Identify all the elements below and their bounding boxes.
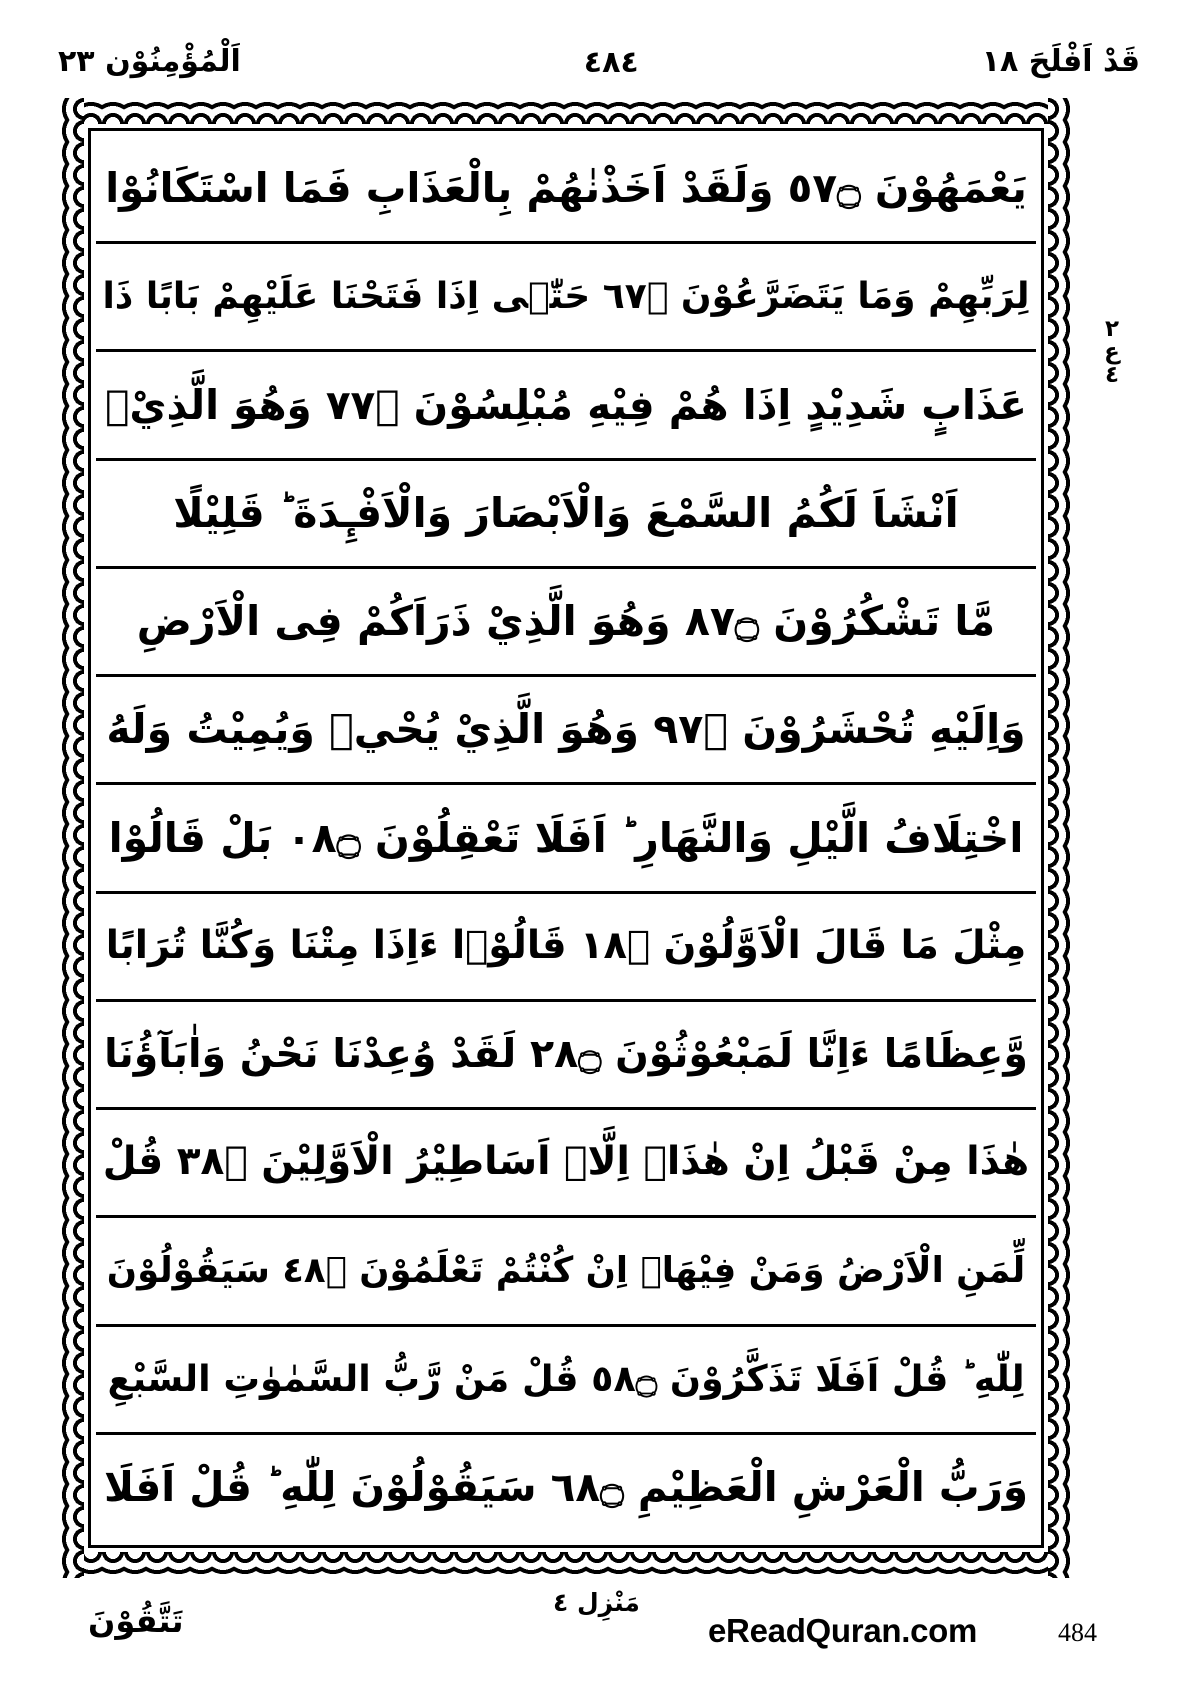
- ornamental-page-frame: [58, 98, 1074, 1578]
- ayah-line[interactable]: [96, 461, 1036, 569]
- ayah-line-text: يَعْمَهُوْنَ ۝٧٥ وَلَقَدْ اَخَذْنٰهُمْ بِالْعَذَابِ فَمَا اسْتَكَانُوْا: [105, 164, 1027, 213]
- ayah-line-text: وَاِلَيْهِ تُحْشَرُوْنَ ۝٧٩ وَهُوَ الَّذِيْ يُحْيٖ وَيُمِيْتُ وَلَهُ: [106, 705, 1026, 754]
- ayah-line[interactable]: [96, 894, 1036, 1002]
- ayah-line[interactable]: [96, 785, 1036, 893]
- ayah-line[interactable]: [96, 244, 1036, 352]
- ayah-line[interactable]: [96, 569, 1036, 677]
- ayah-line-text: لِّمَنِ الْاَرْضُ وَمَنْ فِيْهَاۤ اِنْ كُنْتُمْ تَعْلَمُوْنَ ۝٨٤ سَيَقُوْلُوْنَ: [106, 1250, 1026, 1292]
- ayah-line-text: مِثْلَ مَا قَالَ الْاَوَّلُوْنَ ۝٨١ قَالُوْۤا ءَاِذَا مِتْنَا وَكُنَّا تُرَابًا: [105, 923, 1027, 969]
- ayah-line[interactable]: [96, 136, 1036, 244]
- footer-catchword: تَتَّقُوْنَ: [88, 1602, 184, 1640]
- ayah-line-text: اَنْشَاَ لَكُمُ السَّمْعَ وَالْاَبْصَارَ وَالْاَفْـِٕدَةَ ؕ قَلِيْلًا: [173, 488, 959, 537]
- ruku-marker-mid: ع: [1104, 339, 1120, 365]
- ayah-line[interactable]: [96, 1218, 1036, 1326]
- ayah-line[interactable]: [96, 1110, 1036, 1218]
- frame-border-right: [1048, 98, 1074, 1578]
- footer-page-number: 484: [1058, 1618, 1097, 1647]
- ruku-marker-bottom: ٤: [1104, 362, 1120, 388]
- page-header: [40, 34, 1150, 90]
- ayah-line-text: مَّا تَشْكُرُوْنَ ۝٧٨ وَهُوَ الَّذِيْ ذَرَاَكُمْ فِى الْاَرْضِ: [136, 597, 996, 646]
- ayah-line-text: وَرَبُّ الْعَرْشِ الْعَظِيْمِ ۝٨٦ سَيَقُوْلُوْنَ لِلّٰهِ ؕ قُلْ اَفَلَا: [103, 1463, 1029, 1512]
- surah-name: اَلْمُؤْمِنُوْن ٢٣: [58, 44, 241, 79]
- text-frame: [88, 128, 1044, 1548]
- frame-border-top: [58, 98, 1074, 124]
- ayah-line[interactable]: [96, 1435, 1036, 1540]
- ayah-line-text: اخْتِلَافُ الَّيْلِ وَالنَّهَارِ ؕ اَفَلَا تَعْقِلُوْنَ ۝٨٠ بَلْ قَالُوْا: [108, 813, 1024, 862]
- footer-site-name[interactable]: eReadQuran.com: [708, 1612, 978, 1649]
- ayah-line[interactable]: [96, 352, 1036, 460]
- ayah-line-text: لِلّٰهِ ؕ قُلْ اَفَلَا تَذَكَّرُوْنَ ۝٨٥ قُلْ مَنْ رَّبُّ السَّمٰوٰتِ السَّبْعِ: [107, 1357, 1025, 1401]
- juz-name: قَدْ اَفْلَحَ ١٨: [981, 44, 1140, 79]
- ayah-line-text: لِرَبِّهِمْ وَمَا يَتَضَرَّعُوْنَ ۝٧٦ حَتّٰۤى اِذَا فَتَحْنَا عَلَيْهِمْ بَابًا ذَا: [102, 275, 1030, 317]
- page-footer: [58, 1588, 1150, 1668]
- frame-border-left: [58, 98, 84, 1578]
- ayah-line[interactable]: [96, 1327, 1036, 1435]
- footer-manzil-label: مَنْزِل ٤: [553, 1588, 640, 1617]
- ruku-marker-top: ٢: [1104, 316, 1120, 342]
- ruku-margin-marker: [1082, 318, 1142, 387]
- ayah-line-text: هٰذَا مِنْ قَبْلُ اِنْ هٰذَاۤ اِلَّاۤ اَسَاطِيْرُ الْاَوَّلِيْنَ ۝٨٣ قُلْ: [102, 1139, 1030, 1185]
- page-number-arabic: ٤٨٤: [583, 44, 639, 80]
- quran-text-block: [96, 136, 1036, 1540]
- ayah-line[interactable]: [96, 677, 1036, 785]
- ayah-line-text: وَّعِظَامًا ءَاِنَّا لَمَبْعُوْثُوْنَ ۝٨٢ لَقَدْ وُعِدْنَا نَحْنُ وَاٰبَآؤُنَا: [104, 1030, 1028, 1077]
- ayah-line[interactable]: [96, 1002, 1036, 1110]
- frame-border-bottom: [58, 1552, 1074, 1578]
- ayah-line-text: عَذَابٍ شَدِيْدٍ اِذَا هُمْ فِيْهِ مُبْلِسُوْنَ ۝٧٧ وَهُوَ الَّذِيْۤ: [105, 380, 1027, 429]
